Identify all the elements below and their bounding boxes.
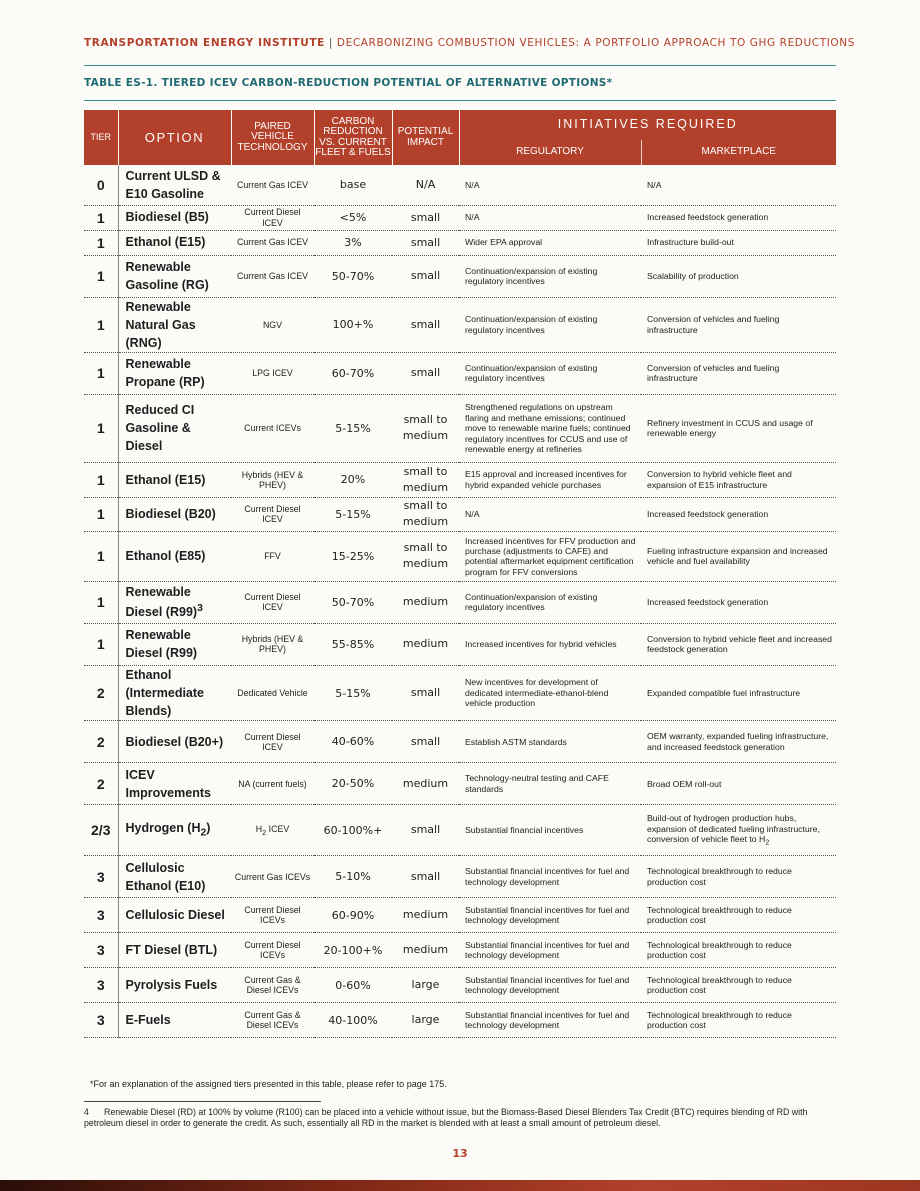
option-cell [118, 805, 231, 856]
option-name: Biodiesel (B20+) [125, 734, 224, 749]
marketplace-cell [641, 898, 836, 933]
potential-impact-cell: large [392, 968, 459, 1003]
tier-cell: 1 [84, 623, 118, 665]
potential-impact-cell: small to medium [392, 497, 459, 531]
marketplace-text: Conversion to hybrid vehicle fleet and increased feedstock generation [647, 633, 832, 655]
title-rule [84, 100, 836, 101]
marketplace-text: Technological breakthrough to reduce production cost [647, 1009, 792, 1031]
footnote-text: Renewable Diesel (RD) at 100% by volume (R100) can be placed into a vehicle without issue, but the Biomass-Based Diesel Blenders Tax Credit (BTC) requires blending of RD with petroleum diesel in order to generate the credit. As such, essentially all RD in the market is blended with at least a small amount of petroleum diesel. [84, 1107, 808, 1129]
header-separator: | [328, 37, 333, 49]
regulatory-cell: New incentives for development of dedicated intermediate-ethanol-blend vehicle production [459, 665, 641, 720]
tier-cell: 1 [84, 497, 118, 531]
table-row [84, 968, 836, 1003]
marketplace-cell [641, 230, 836, 255]
regulatory-cell: Substantial financial incentives for fuel and technology development [459, 933, 641, 968]
table-title: TABLE ES-1. TIERED ICEV CARBON-REDUCTION POTENTIAL OF ALTERNATIVE OPTIONS* [84, 77, 613, 89]
paired-vehicle-text: NA (current fuels) [238, 778, 307, 789]
regulatory-cell: Continuation/expansion of existing regulatory incentives [459, 352, 641, 394]
option-name: Current ULSD & E10 Gasoline [125, 168, 221, 201]
col-header-tier: TIER [84, 110, 118, 165]
carbon-reduction-cell: 60-100%+ [314, 805, 392, 856]
regulatory-cell: E15 approval and increased incentives for hybrid expanded vehicle purchases [459, 462, 641, 497]
regulatory-cell: Substantial financial incentives [459, 805, 641, 856]
regulatory-cell: Substantial financial incentives for fuel and technology development [459, 898, 641, 933]
paired-vehicle-cell [231, 165, 314, 205]
potential-impact-cell: small [392, 352, 459, 394]
paired-subscript: 2 [262, 827, 267, 837]
option-name: E-Fuels [125, 1013, 171, 1028]
paired-suffix: ICEV [266, 823, 290, 834]
options-table [84, 110, 836, 1038]
tier-cell: 3 [84, 856, 118, 898]
option-name: Cellulosic Diesel [125, 908, 225, 923]
option-cell [118, 394, 231, 462]
table-row [84, 462, 836, 497]
option-name: Cellulosic Ethanol (E10) [125, 860, 206, 893]
paired-vehicle-text: Current Diesel ICEVs [244, 940, 301, 961]
marketplace-cell [641, 805, 836, 856]
running-header [84, 37, 855, 49]
option-name: Hydrogen (H [125, 821, 201, 836]
paired-vehicle-cell [231, 394, 314, 462]
tier-cell: 2 [84, 763, 118, 805]
potential-impact-cell: small [392, 297, 459, 352]
paired-vehicle-text: Current Gas ICEV [237, 237, 308, 248]
col-header-potential-impact: POTENTIAL IMPACT [392, 110, 459, 165]
table-row [84, 394, 836, 462]
potential-impact-cell: medium [392, 933, 459, 968]
marketplace-text: Increased feedstock generation [647, 212, 769, 223]
tier-cell: 3 [84, 1003, 118, 1038]
col-header-marketplace: MARKETPLACE [641, 140, 836, 165]
marketplace-text: Technological breakthrough to reduce production cost [647, 904, 792, 926]
regulatory-cell: Substantial financial incentives for fuel and technology development [459, 856, 641, 898]
carbon-reduction-cell: 50-70% [314, 581, 392, 623]
option-cell [118, 968, 231, 1003]
potential-impact-cell: small [392, 805, 459, 856]
paired-vehicle-cell [231, 581, 314, 623]
carbon-reduction-cell: 5-10% [314, 856, 392, 898]
option-subscript: 2 [200, 827, 207, 839]
tier-cell: 1 [84, 531, 118, 581]
carbon-reduction-cell: 20% [314, 462, 392, 497]
paired-vehicle-text: Current Diesel ICEV [244, 731, 301, 752]
bottom-decorative-bar [0, 1180, 920, 1191]
option-cell [118, 623, 231, 665]
paired-vehicle-cell [231, 497, 314, 531]
regulatory-cell: N/A [459, 497, 641, 531]
marketplace-cell [641, 255, 836, 297]
marketplace-cell [641, 297, 836, 352]
marketplace-cell [641, 623, 836, 665]
table-row [84, 230, 836, 255]
paired-vehicle-cell [231, 856, 314, 898]
paired-vehicle-cell [231, 531, 314, 581]
marketplace-text: Technological breakthrough to reduce production cost [647, 974, 792, 996]
paired-vehicle-text: Current Gas ICEVs [234, 871, 311, 882]
carbon-reduction-cell: 60-70% [314, 352, 392, 394]
option-cell [118, 352, 231, 394]
carbon-reduction-cell: base [314, 165, 392, 205]
marketplace-text: Technological breakthrough to reduce production cost [647, 866, 792, 887]
marketplace-cell [641, 763, 836, 805]
option-cell [118, 763, 231, 805]
table-row [84, 805, 836, 856]
carbon-reduction-cell: 20-100+% [314, 933, 392, 968]
option-cell [118, 297, 231, 352]
potential-impact-cell: medium [392, 763, 459, 805]
potential-impact-cell: small [392, 856, 459, 898]
potential-impact-cell: small [392, 721, 459, 763]
marketplace-text: Conversion of vehicles and fueling infrastructure [647, 362, 780, 384]
paired-vehicle-cell [231, 255, 314, 297]
paired-vehicle-text: Current Gas & Diesel ICEVs [244, 975, 301, 996]
paired-vehicle-text: Dedicated Vehicle [237, 688, 308, 698]
col-header-regulatory: REGULATORY [459, 140, 641, 165]
marketplace-cell [641, 933, 836, 968]
carbon-reduction-cell: 0-60% [314, 968, 392, 1003]
regulatory-cell: N/A [459, 205, 641, 230]
regulatory-cell: Continuation/expansion of existing regulatory incentives [459, 297, 641, 352]
paired-vehicle-cell [231, 968, 314, 1003]
marketplace-cell [641, 1003, 836, 1038]
paired-vehicle-cell [231, 805, 314, 856]
potential-impact-cell: small to medium [392, 462, 459, 497]
regulatory-cell: Strengthened regulations on upstream flaring and methane emissions; continued move to renewable marine fuels; continued regulatory incentives for CCUS and use of renewable energy at refineries [459, 394, 641, 462]
header-subtitle: DECARBONIZING COMBUSTION VEHICLES: A PORTFOLIO APPROACH TO GHG REDUCTIONS [336, 37, 855, 49]
marketplace-text: Fueling infrastructure expansion and increased vehicle and fuel availability [647, 545, 828, 567]
marketplace-cell [641, 462, 836, 497]
regulatory-cell: Continuation/expansion of existing regulatory incentives [459, 581, 641, 623]
table-row [84, 497, 836, 531]
tier-cell: 1 [84, 255, 118, 297]
marketplace-cell [641, 581, 836, 623]
tier-cell: 3 [84, 898, 118, 933]
marketplace-subscript: 2 [765, 837, 770, 847]
paired-vehicle-text: FFV [264, 551, 281, 562]
paired-vehicle-cell [231, 721, 314, 763]
option-name: Renewable Diesel (R99) [125, 628, 198, 661]
marketplace-text: Increased feedstock generation [647, 509, 769, 520]
carbon-reduction-cell: 50-70% [314, 255, 392, 297]
table-row [84, 255, 836, 297]
option-cell [118, 462, 231, 497]
footnote-number: 4 [84, 1107, 89, 1117]
tier-cell: 2 [84, 721, 118, 763]
option-name: Ethanol (Intermediate Blends) [125, 667, 204, 719]
option-suffix: ) [206, 821, 211, 836]
option-cell [118, 665, 231, 720]
tier-cell: 1 [84, 394, 118, 462]
tier-cell: 1 [84, 230, 118, 255]
paired-vehicle-cell [231, 352, 314, 394]
marketplace-text: Increased feedstock generation [647, 597, 769, 608]
regulatory-cell: Establish ASTM standards [459, 721, 641, 763]
paired-vehicle-text: Current Gas & Diesel ICEVs [244, 1010, 301, 1031]
carbon-reduction-cell: 55-85% [314, 623, 392, 665]
potential-impact-cell: N/A [392, 165, 459, 205]
option-cell [118, 255, 231, 297]
marketplace-text: N/A [647, 179, 662, 190]
regulatory-cell: Technology-neutral testing and CAFE standards [459, 763, 641, 805]
marketplace-cell [641, 968, 836, 1003]
marketplace-cell [641, 165, 836, 205]
paired-vehicle-cell [231, 898, 314, 933]
table-row [84, 205, 836, 230]
table-footnote: *For an explanation of the assigned tiers presented in this table, please refer to page 175. [90, 1079, 447, 1089]
marketplace-cell [641, 394, 836, 462]
regulatory-cell: N/A [459, 165, 641, 205]
table-row [84, 531, 836, 581]
option-name: ICEV Improvements [125, 767, 211, 800]
tier-cell: 1 [84, 352, 118, 394]
carbon-reduction-cell: 100+% [314, 297, 392, 352]
marketplace-cell [641, 856, 836, 898]
paired-vehicle-cell [231, 205, 314, 230]
option-cell [118, 721, 231, 763]
paired-vehicle-text: H [255, 823, 263, 834]
marketplace-text: Broad OEM roll-out [647, 778, 722, 789]
table-row [84, 933, 836, 968]
regulatory-cell: Substantial financial incentives for fuel and technology development [459, 968, 641, 1003]
marketplace-cell [641, 665, 836, 720]
paired-vehicle-text: Hybrids (HEV & PHEV) [241, 469, 304, 490]
paired-vehicle-cell [231, 763, 314, 805]
option-name: Ethanol (E15) [125, 472, 206, 487]
regulatory-cell: Increased incentives for hybrid vehicles [459, 623, 641, 665]
option-cell [118, 497, 231, 531]
potential-impact-cell: small [392, 205, 459, 230]
col-header-initiatives: INITIATIVES REQUIRED [459, 110, 836, 140]
option-name: Biodiesel (B5) [125, 210, 209, 225]
marketplace-text: OEM warranty, expanded fueling infrastructure, and increased feedstock generation [647, 731, 829, 752]
marketplace-text: Technological breakthrough to reduce production cost [647, 939, 792, 961]
table-row [84, 1003, 836, 1038]
table-row [84, 352, 836, 394]
option-cell [118, 1003, 231, 1038]
tier-cell: 1 [84, 581, 118, 623]
footnote-4 [84, 1107, 836, 1130]
carbon-reduction-cell: 40-60% [314, 721, 392, 763]
marketplace-text: Scalability of production [647, 270, 739, 281]
option-cell [118, 165, 231, 205]
option-name: Ethanol (E85) [125, 549, 206, 564]
carbon-reduction-cell: 60-90% [314, 898, 392, 933]
option-superscript: 3 [197, 603, 203, 615]
option-cell [118, 898, 231, 933]
marketplace-text: Conversion to hybrid vehicle fleet and expansion of E15 infrastructure [647, 469, 792, 490]
option-cell [118, 205, 231, 230]
tier-cell: 3 [84, 968, 118, 1003]
option-name: Renewable Natural Gas (RNG) [125, 299, 196, 350]
paired-vehicle-text: Current ICEVs [244, 423, 301, 434]
paired-vehicle-cell [231, 1003, 314, 1038]
paired-vehicle-text: Hybrids (HEV & PHEV) [241, 634, 304, 655]
option-cell [118, 856, 231, 898]
regulatory-cell: Increased incentives for FFV production and purchase (adjustments to CAFE) and potential aftermarket equipment certification program for FFV conversions [459, 531, 641, 581]
table-row [84, 898, 836, 933]
carbon-reduction-cell: <5% [314, 205, 392, 230]
carbon-reduction-cell: 5-15% [314, 497, 392, 531]
paired-vehicle-cell [231, 623, 314, 665]
paired-vehicle-cell [231, 230, 314, 255]
potential-impact-cell: small [392, 665, 459, 720]
regulatory-cell: Substantial financial incentives for fuel and technology development [459, 1003, 641, 1038]
tier-cell: 3 [84, 933, 118, 968]
paired-vehicle-cell [231, 462, 314, 497]
potential-impact-cell: medium [392, 623, 459, 665]
paired-vehicle-text: Current Gas ICEV [237, 270, 308, 281]
footnote-rule [84, 1101, 321, 1102]
option-name: FT Diesel (BTL) [125, 943, 218, 958]
option-name: Reduced CI Gasoline & Diesel [125, 403, 195, 454]
potential-impact-cell: large [392, 1003, 459, 1038]
paired-vehicle-text: LPG ICEV [252, 368, 293, 379]
paired-vehicle-text: Current Diesel ICEVs [244, 905, 301, 926]
paired-vehicle-cell [231, 665, 314, 720]
potential-impact-cell: small [392, 230, 459, 255]
paired-vehicle-text: Current Diesel ICEV [244, 504, 301, 525]
table-row [84, 623, 836, 665]
potential-impact-cell: medium [392, 581, 459, 623]
table-row [84, 165, 836, 205]
option-name: Ethanol (E15) [125, 235, 206, 250]
table-row [84, 297, 836, 352]
paired-vehicle-text: Current Diesel ICEV [244, 592, 301, 613]
potential-impact-cell: small to medium [392, 394, 459, 462]
carbon-reduction-cell: 40-100% [314, 1003, 392, 1038]
tier-cell: 1 [84, 205, 118, 230]
table-row [84, 665, 836, 720]
option-name: Renewable Propane (RP) [125, 357, 205, 390]
tier-cell: 2 [84, 665, 118, 720]
marketplace-text: Refinery investment in CCUS and usage of renewable energy [647, 417, 813, 439]
tier-cell: 1 [84, 297, 118, 352]
marketplace-text: Expanded compatible fuel infrastructure [647, 687, 801, 698]
table-row [84, 763, 836, 805]
option-cell [118, 230, 231, 255]
marketplace-cell [641, 497, 836, 531]
marketplace-cell [641, 205, 836, 230]
paired-vehicle-text: Current Diesel ICEV [244, 207, 301, 228]
option-cell [118, 531, 231, 581]
paired-vehicle-text: Current Gas ICEV [237, 179, 308, 190]
col-header-carbon-reduction: CARBON REDUCTION VS. CURRENT FLEET & FUELS [314, 110, 392, 165]
marketplace-text: Build-out of hydrogen production hubs, expansion of dedicated fueling infrastructure, conversion of vehicle fleet to H [647, 813, 820, 844]
regulatory-cell: Wider EPA approval [459, 230, 641, 255]
option-name: Renewable Gasoline (RG) [125, 259, 209, 292]
option-name: Pyrolysis Fuels [125, 978, 218, 993]
carbon-reduction-cell: 3% [314, 230, 392, 255]
carbon-reduction-cell: 5-15% [314, 665, 392, 720]
regulatory-cell: Continuation/expansion of existing regulatory incentives [459, 255, 641, 297]
potential-impact-cell: medium [392, 898, 459, 933]
table-row [84, 581, 836, 623]
marketplace-text: Conversion of vehicles and fueling infrastructure [647, 314, 780, 335]
paired-vehicle-cell [231, 933, 314, 968]
table-row [84, 856, 836, 898]
option-cell [118, 933, 231, 968]
col-header-option: OPTION [118, 110, 231, 165]
tier-cell: 1 [84, 462, 118, 497]
table-row [84, 721, 836, 763]
col-header-paired-vehicle: PAIRED VEHICLE TECHNOLOGY [231, 110, 314, 165]
carbon-reduction-cell: 20-50% [314, 763, 392, 805]
marketplace-text: Infrastructure build-out [647, 237, 734, 248]
tier-cell: 2/3 [84, 805, 118, 856]
page-number: 13 [452, 1147, 468, 1160]
header-organization: TRANSPORTATION ENERGY INSTITUTE [84, 37, 325, 49]
potential-impact-cell: small to medium [392, 531, 459, 581]
marketplace-cell [641, 721, 836, 763]
carbon-reduction-cell: 5-15% [314, 394, 392, 462]
marketplace-cell [641, 352, 836, 394]
option-cell [118, 581, 231, 623]
tier-cell: 0 [84, 165, 118, 205]
option-name: Biodiesel (B20) [125, 507, 216, 522]
option-name: Renewable Diesel (R99) [125, 585, 198, 620]
paired-vehicle-text: NGV [262, 319, 283, 330]
paired-vehicle-cell [231, 297, 314, 352]
marketplace-cell [641, 531, 836, 581]
carbon-reduction-cell: 15-25% [314, 531, 392, 581]
potential-impact-cell: small [392, 255, 459, 297]
header-rule [84, 65, 836, 66]
